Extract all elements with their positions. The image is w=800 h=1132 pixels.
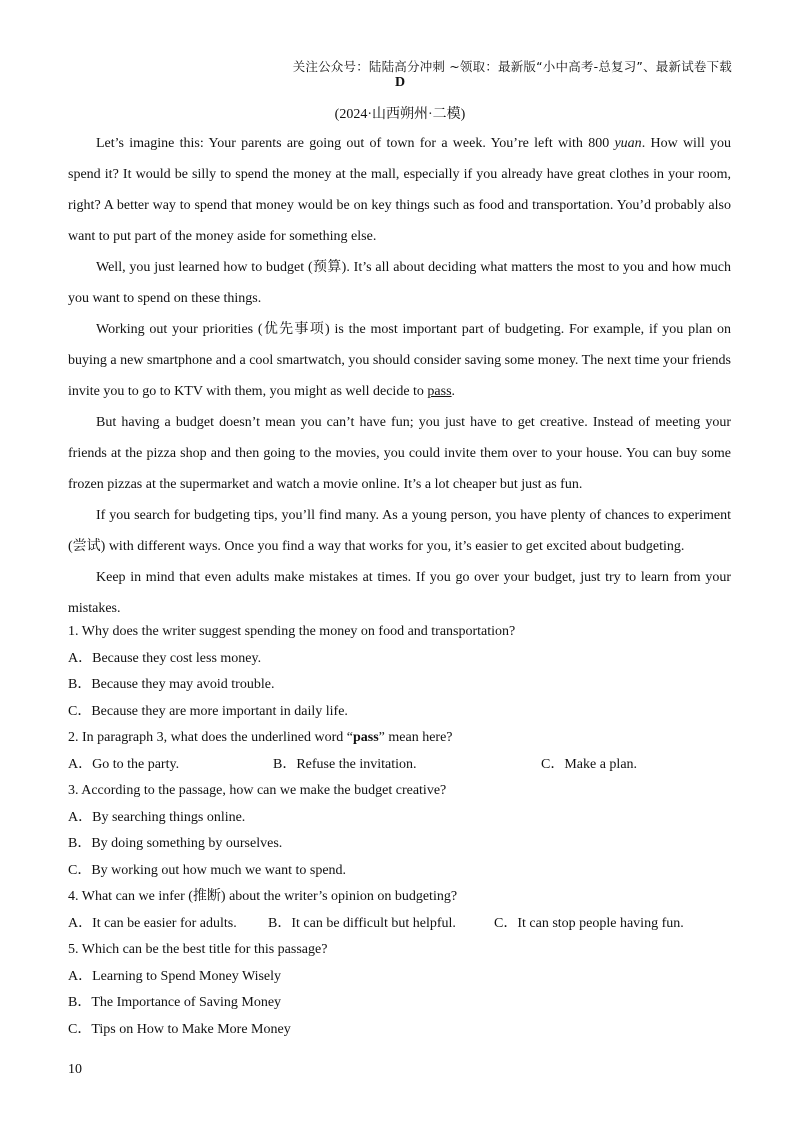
paragraph-5: If you search for budgeting tips, you’ll find many. As a young person, you have plenty of chances to experiment (尝试) with different ways. Once you find a way that works for you, it’s easier to get excited about budgeting. xyxy=(68,508,731,554)
question-3-stem: 3. According to the passage, how can we make the budget creative? xyxy=(68,783,447,798)
question-5-stem: 5. Which can be the best title for this passage? xyxy=(68,942,328,957)
question-1-option-c: C．Because they are more important in daily life. xyxy=(68,703,348,719)
questions xyxy=(68,619,731,1043)
paragraph-1-text-a: Let’s imagine this: Your parents are going out of town for a week. You’re left with 800 xyxy=(96,136,615,151)
passage xyxy=(68,128,731,624)
question-2-option-b: B．Refuse the invitation. xyxy=(273,756,417,772)
question-3-option-a: A．By searching things online. xyxy=(68,809,246,825)
section-label: D xyxy=(394,75,406,90)
paragraph-1 xyxy=(68,128,731,252)
question-2-option-a: A．Go to the party. xyxy=(68,756,180,772)
question-2-option-c: C．Make a plan. xyxy=(541,756,638,772)
paragraph-3 xyxy=(68,314,731,407)
paragraph-3-text-b: . xyxy=(451,384,456,399)
question-4-option-a: A．It can be easier for adults. xyxy=(68,915,237,931)
question-4-stem: 4. What can we infer (推断) about the writer’s opinion on budgeting? xyxy=(68,889,458,904)
header-note: 关注公众号：陆陆高分冲刺 ~领取：最新版“小中高考-总复习”、最新试卷下载 xyxy=(292,59,732,74)
question-2-stem-bold: pass xyxy=(352,730,379,745)
question-3-option-c: C．By working out how much we want to spend. xyxy=(68,862,347,878)
paragraph-3-text-a: Working out your priorities (优先事项) is the most important part of budgeting. For example, if you plan on buying a new smartphone and a cool smartwatch, you should consider saving some money. The next time your friends invite you to go to KTV with them, you might as well decide to xyxy=(68,322,731,399)
page-number: 10 xyxy=(68,1062,82,1077)
question-2-stem-b: ” mean here? xyxy=(378,730,453,745)
question-1-option-b: B．Because they may avoid trouble. xyxy=(68,677,275,692)
question-5-option-b: B．The Importance of Saving Money xyxy=(68,995,282,1010)
question-2-stem-a: 2. In paragraph 3, what does the underlined word “ xyxy=(68,730,353,745)
question-2-stem xyxy=(68,725,731,752)
question-4-option-c: C．It can stop people having fun. xyxy=(494,915,684,931)
question-4-options xyxy=(68,911,731,938)
question-2-options xyxy=(68,752,731,779)
source-citation: (2024·山西朔州·二模) xyxy=(334,107,466,122)
paragraph-2: Well, you just learned how to budget (预算). It’s all about deciding what matters the most to you and how much you want to spend on these things. xyxy=(68,260,731,306)
question-5-option-c: C．Tips on How to Make More Money xyxy=(68,1021,291,1037)
paragraph-6: Keep in mind that even adults make mistakes at times. If you go over your budget, just try to learn from your mistakes. xyxy=(68,570,731,616)
question-1-stem: 1. Why does the writer suggest spending the money on food and transportation? xyxy=(68,624,516,639)
underlined-word-pass: pass xyxy=(427,384,452,399)
question-5-option-a: A．Learning to Spend Money Wisely xyxy=(68,968,282,984)
paragraph-4: But having a budget doesn’t mean you can’t have fun; you just have to get creative. Instead of meeting your friends at the pizza shop and then going to the movies, you could invite them over to your house. You can buy some frozen pizzas at the supermarket and watch a movie online. It’s a lot cheaper but just as fun. xyxy=(68,415,731,492)
question-4-option-b: B．It can be difficult but helpful. xyxy=(268,915,456,931)
paragraph-1-text-b: . How will you spend it? It would be silly to spend the money at the mall, especially if you already have great clothes in your room, right? A better way to spend that money would be on key things such as food and transportation. You’d probably also want to put part of the money aside for something else. xyxy=(68,136,731,244)
question-3-option-b: B．By doing something by ourselves. xyxy=(68,836,283,851)
paragraph-1-italic: yuan xyxy=(614,136,642,151)
question-1-option-a: A．Because they cost less money. xyxy=(68,650,262,666)
